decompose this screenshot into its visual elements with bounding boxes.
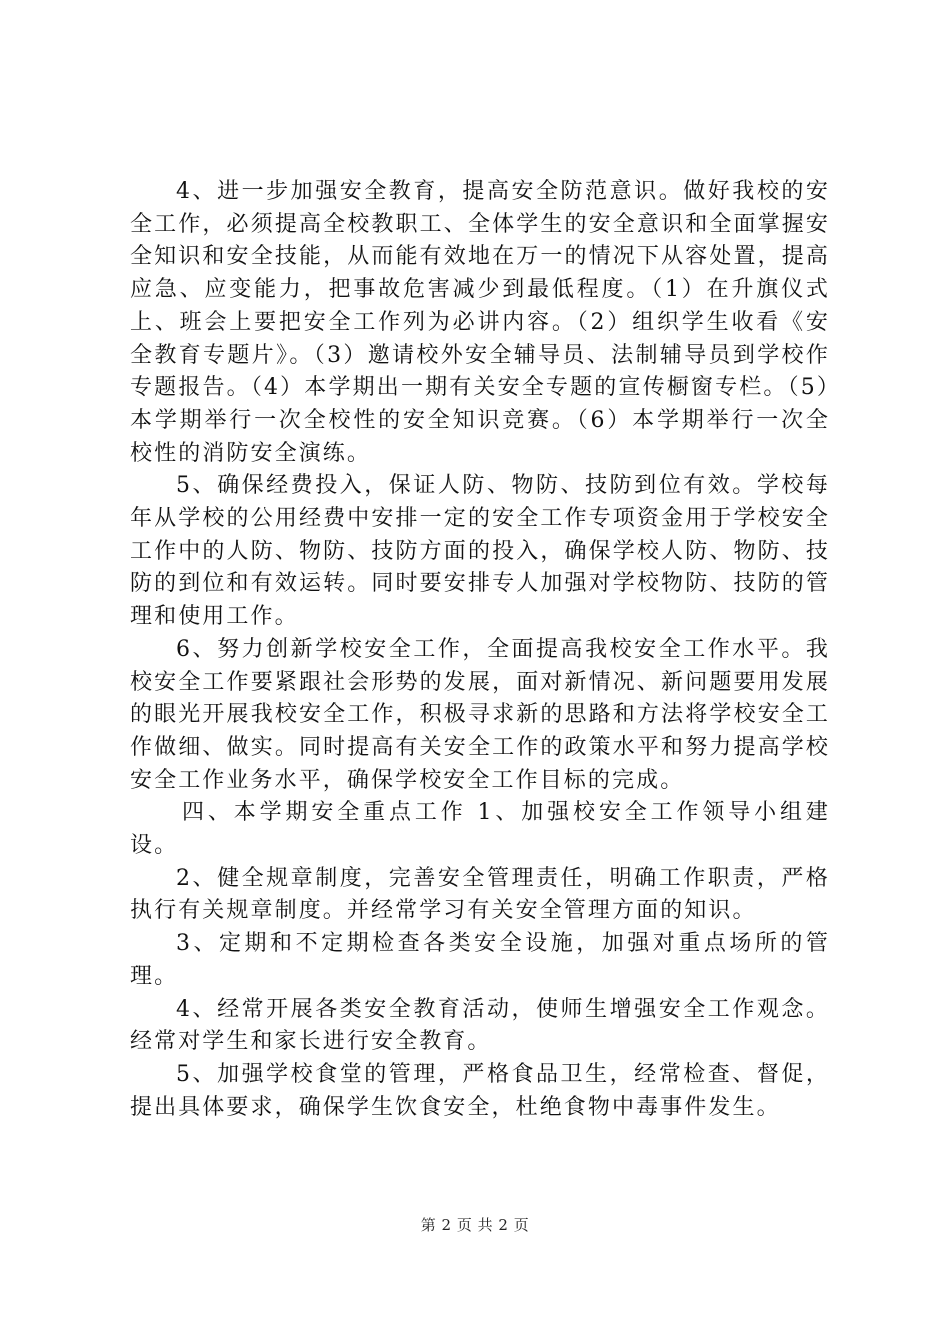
paragraph-rules: 2、健全规章制度，完善安全管理责任，明确工作职责，严格执行有关规章制度。并经常学习有关安全管理方面的知识。: [130, 865, 830, 924]
paragraph-canteen: 5、加强学校食堂的管理，严格食品卫生，经常检查、督促，提出具体要求，确保学生饮食安全，杜绝食物中毒事件发生。: [130, 1061, 830, 1120]
paragraph-funding: 5、确保经费投入，保证人防、物防、技防到位有效。学校每年从学校的公用经费中安排一定的安全工作专项资金用于学校安全工作中的人防、物防、技防方面的投入，确保学校人防、物防、技防的到位和有效运转。同时要安排专人加强对学校物防、技防的管理和使用工作。: [130, 473, 830, 630]
paragraph-inspection: 3、定期和不定期检查各类安全设施，加强对重点场所的管理。: [130, 931, 830, 989]
paragraph-key-work-heading: 四、本学期安全重点工作 1、加强校安全工作领导小组建设。: [130, 800, 830, 859]
document-body: [130, 176, 830, 1124]
page-number-footer: 第 2 页 共 2 页: [420, 1216, 530, 1234]
paragraph-safety-education: 4、进一步加强安全教育，提高安全防范意识。做好我校的安全工作，必须提高全校教职工、全体学生的安全意识和全面掌握安全知识和安全技能，从而能有效地在万一的情况下从容处置，提高应急、应变能力，把事故危害减少到最低程度。（1）在升旗仪式上、班会上要把安全工作列为必讲内容。（2）组织学生收看《安全教育专题片》。（3）邀请校外安全辅导员、法制辅导员到学校作专题报告。（4）本学期出一期有关安全专题的宣传橱窗专栏。（5）本学期举行一次全校性的安全知识竞赛。（6）本学期举行一次全校性的消防安全演练。: [130, 179, 830, 466]
paragraph-innovation: 6、努力创新学校安全工作，全面提高我校安全工作水平。我校安全工作要紧跟社会形势的发展，面对新情况、新问题要用发展的眼光开展我校安全工作，积极寻求新的思路和方法将学校安全工作做细、做实。同时提高有关安全工作的政策水平和努力提高学校安全工作业务水平，确保学校安全工作目标的完成。: [130, 636, 830, 793]
paragraph-education-activities: 4、经常开展各类安全教育活动，使师生增强安全工作观念。经常对学生和家长进行安全教育。: [130, 996, 830, 1055]
